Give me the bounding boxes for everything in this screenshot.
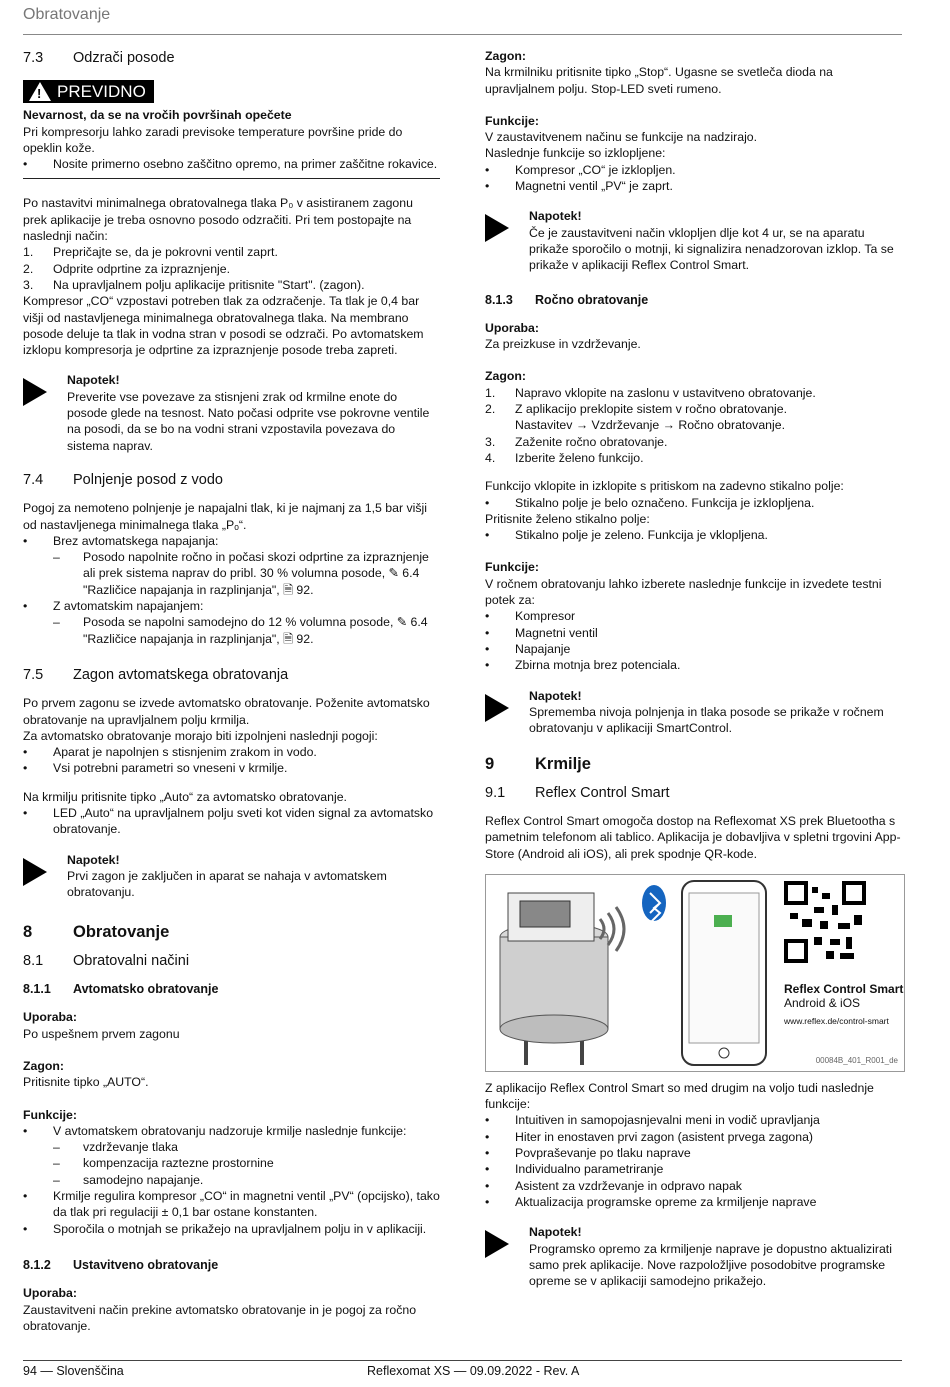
section-8-1-2-heading: 8.1.2 Ustavitveno obratovanje: [23, 1257, 219, 1272]
step-3: 3. Na upravljalnem polju aplikacije pritisnite "Start". (zagon).: [23, 277, 365, 292]
left-column: [23, 46, 440, 1334]
app-figure: [485, 874, 905, 1072]
list-item: • V avtomatskem obratovanju nadzoruje krmilje naslednje funkcije:: [23, 1123, 407, 1138]
label-uporaba: Uporaba:: [23, 1010, 77, 1025]
warning-box: [23, 78, 440, 179]
page-header: Obratovanje: [23, 6, 111, 23]
label-uporaba: Uporaba:: [23, 1286, 77, 1301]
list-item: • Brez avtomatskega napajanja:: [23, 533, 219, 548]
header-rule: [23, 34, 902, 35]
list-item: • Zbirna motnja brez potenciala.: [485, 658, 681, 673]
list-subitem: – kompenzacija raztezne prostornine: [53, 1156, 274, 1171]
note-arrow-icon: [485, 1230, 509, 1258]
list-item: • Individualno parametriranje: [485, 1162, 664, 1177]
warning-triangle-icon: !: [29, 82, 51, 101]
text-funkcije-2: Naslednje funkcije so izklopljene:: [485, 146, 666, 161]
right-column: [485, 46, 905, 1303]
list-item: • Stikalno polje je belo označeno. Funkcija je izklopljena.: [485, 495, 815, 510]
section-8-1-heading: 8.1 Obratovalni načini: [23, 952, 190, 969]
text-funkcije-1: V zaustavitvenem načinu se funkcije na nadzirajo.: [485, 130, 758, 145]
list-item: • Magnetni ventil: [485, 625, 598, 640]
section-7-3-intro: Po nastavitvi minimalnega obratovalnega tlaka P₀ v asistiranem zagonu prek aplikacije je treba osnovno posodo odzračiti. Pri tem postopajte na naslednji način:: [23, 196, 413, 244]
list-item: • Napajanje: [485, 641, 571, 656]
label-funkcije: Funkcije:: [23, 1107, 77, 1122]
list-item: • Kompresor „CO“ je izklopljen.: [485, 162, 676, 177]
section-9-heading: 9 Krmilje: [485, 755, 591, 774]
note-arrow-icon: [23, 378, 47, 406]
list-item: • Krmilje regulira kompresor „CO“ in magnetni ventil „PV“ (opcijsko), tako da tlak pri regulaciji ± 0,1 bar ostane konstanten.: [23, 1189, 440, 1220]
note-arrow-icon: [485, 214, 509, 242]
figure-ref: 00084B_401_R001_de: [815, 1055, 898, 1065]
step-3: 3. Zaženite ročno obratovanje.: [485, 434, 668, 449]
section-7-3-steps: [23, 244, 440, 293]
step-2-path: Nastavitev → Vzdrževanje → Ročno obratovanje.: [515, 418, 785, 433]
section-7-4-heading: 7.4 Polnjenje posod z vodo: [23, 471, 223, 488]
text-uporaba: Zaustavitveni način prekine avtomatsko obratovanje in je pogoj za ročno obratovanje.: [23, 1302, 417, 1333]
warning-text: Pri kompresorju lahko zaradi previsoke temperature površine pride do opeklin kože.: [23, 124, 403, 155]
list-item: • Aparat je napolnjen s stisnjenim zrakom in vodo.: [23, 745, 317, 760]
note-3: Napotek! Če je zaustavitveni način vklopljen dlje kot 4 ur, se na aparatu prikaže sporočilo o motnji, ki signalizira nenadzorovan izklop. Ta se prikaže v aplikaciji Reflex Control Smart.: [485, 208, 905, 273]
label-uporaba: Uporaba:: [485, 320, 539, 335]
section-8-heading: 8 Obratovanje: [23, 923, 170, 942]
list-item: • Vsi potrebni parametri so vneseni v krmilje.: [23, 761, 288, 776]
text-uporaba: Po uspešnem prvem zagonu: [23, 1026, 180, 1041]
section-9-1-heading: 9.1 Reflex Control Smart: [485, 784, 670, 801]
section-9-1-text: Reflex Control Smart omogoča dostop na Reflexomat XS prek Bluetootha s pametnim telefonom ali tablico. Aplikacija je dobavljiva v spletni trgovini App-Store (Android ali iOS), ali prek spodnje QR-kode.: [485, 813, 901, 861]
section-7-5-heading: 7.5 Zagon avtomatskega obratovanja: [23, 666, 289, 683]
list-item: • Asistent za vzdrževanje in odpravo napak: [485, 1178, 742, 1193]
label-zagon: Zagon:: [23, 1058, 64, 1073]
app-intro: Z aplikacijo Reflex Control Smart so med drugim na voljo tudi naslednje funkcije:: [485, 1080, 874, 1112]
text-funkcije: V ročnem obratovanju lahko izberete naslednje funkcije in izvedete testni potek za:: [485, 576, 882, 608]
figure-platforms: Android & iOS: [784, 995, 861, 1010]
step-1: 1. Napravo vklopite na zaslonu v ustavitveno obratovanje.: [485, 385, 816, 400]
list-subitem: – Posodo napolnite ročno in počasi skozi odprtine za izpraznjenje ali prek sistema naprav do pribl. 30 % volumna posode, ✎ 6.4 "Različice napajanja in razplinjanja", 🗎 92.: [53, 550, 429, 597]
section-7-5-p2: Za avtomatsko obratovanje morajo biti izpolnjeni naslednji pogoji:: [23, 728, 378, 743]
warning-bullet: • Nosite primerno osebno zaščitno opremo, na primer zaščitne rokavice.: [23, 157, 438, 172]
note-4: Napotek! Sprememba nivoja polnjenja in tlaka posode se prikaže v ročnem obratovanju v aplikaciji SmartControl.: [485, 688, 905, 737]
list-subitem: – vzdrževanje tlaka: [53, 1140, 179, 1155]
list-item: • Z avtomatskim napajanjem:: [23, 599, 204, 614]
list-item: • Povpraševanje po tlaku naprave: [485, 1146, 691, 1161]
warning-heading: Nevarnost, da se na vročih površinah opečete: [23, 108, 292, 123]
toggle-text-2: Pritisnite želeno stikalno polje:: [485, 511, 650, 526]
text-zagon: Na krmilniku pritisnite tipko „Stop“. Ugasne se svetleča dioda na upravljalnem polju. Stop-LED sveti rumeno.: [485, 65, 833, 96]
device-illustration: [486, 875, 904, 1071]
toggle-text-1: Funkcijo vklopite in izklopite s pritiskom na zadevno stikalno polje:: [485, 479, 844, 494]
list-item: • Aktualizacija programske opreme za krmiljenje naprave: [485, 1194, 817, 1209]
step-2: 2. Z aplikacijo preklopite sistem v ročno obratovanje.: [485, 402, 788, 417]
note-1: Napotek! Preverite vse povezave za stisnjeni zrak od krmilne enote do posode glede na tesnost. Nato počasi odprite vse pokrovne ventile na posodi, da se bo na vodni strani vzpostavila povezava do sistema naprav.: [23, 372, 440, 453]
text-zagon: Pritisnite tipko „AUTO“.: [23, 1075, 149, 1090]
list-subitem: – Posoda se napolni samodejno do 12 % volumna posode, ✎ 6.4 "Različice napajanja in razplinjanja", 🗎 92.: [53, 615, 428, 646]
label-funkcije: Funkcije:: [485, 560, 539, 575]
note-5: Napotek! Programsko opremo za krmiljenje naprave je dopustno aktualizirati samo prek aplikacije. Nove razpoložljive posodobitve programske opreme se v aplikaciji samodejno prikažejo.: [485, 1224, 905, 1289]
section-7-3-heading: 7.3 Odzrači posode: [23, 50, 175, 66]
step-2: 2. Odprite odprtine za izpraznjenje.: [23, 261, 231, 276]
section-8-1-1-heading: 8.1.1 Avtomatsko obratovanje: [23, 982, 219, 997]
label-zagon: Zagon:: [485, 49, 526, 63]
step-1: 1. Prepričajte se, da je pokrovni ventil zaprt.: [23, 245, 278, 260]
text-uporaba: Za preizkuse in vzdrževanje.: [485, 337, 641, 352]
footer-page: 94 — Slovenščina: [23, 1364, 124, 1378]
section-7-4-text: Pogoj za nemoteno polnjenje je napajalni tlak, ki je najmanj za 1,5 bar višji od nastavljenega minimalnega tlaka „Pₒ“.: [23, 501, 427, 532]
section-8-1-3-heading: 8.1.3 Ročno obratovanje: [485, 292, 649, 307]
figure-url: www.reflex.de/control-smart: [784, 1015, 889, 1026]
section-7-5-p3: Na krmilju pritisnite tipko „Auto“ za avtomatsko obratovanje.: [23, 789, 347, 804]
list-item: • Intuitiven in samopojasnjevalni meni in vodič upravljanja: [485, 1113, 820, 1128]
step-4: 4. Izberite želeno funkcijo.: [485, 450, 644, 465]
note-arrow-icon: [23, 858, 47, 886]
label-zagon: Zagon:: [485, 369, 526, 384]
list-item: • Hiter in enostaven prvi zagon (asistent prvega zagona): [485, 1129, 814, 1144]
list-item: • Magnetni ventil „PV“ je zaprt.: [485, 179, 673, 194]
list-item: • LED „Auto“ na upravljalnem polju sveti kot viden signal za avtomatsko obratovanje.: [23, 805, 434, 837]
list-item: • Stikalno polje je zeleno. Funkcija je vklopljena.: [485, 528, 768, 543]
note-2: Napotek! Prvi zagon je zaključen in aparat se nahaja v avtomatskem obratovanju.: [23, 852, 440, 901]
list-item: • Sporočila o motnjah se prikažejo na upravljalnem polju in v aplikaciji.: [23, 1221, 427, 1236]
section-7-5-p1: Po prvem zagonu se izvede avtomatsko obratovanje. Poženite avtomatsko obratovanje na upravljalnem polju krmilja.: [23, 696, 430, 727]
label-funkcije: Funkcije:: [485, 113, 539, 128]
footer-rule: [23, 1360, 902, 1361]
figure-app-name: Reflex Control Smart: [784, 981, 904, 996]
section-7-3-text: Kompresor „CO“ vzpostavi potreben tlak za odzračenje. Ta tlak je 0,4 bar višji od nastavljenega minimalnega obratovalnega tlaka. Na membrano posode deluje ta tlak in vodna stran v posodi se odzrači. Po avtomatskem izklopu kompresorja je odprtine za izpraznjenje posode treba zapreti.: [23, 294, 424, 358]
list-item: • Kompresor: [485, 609, 576, 624]
list-subitem: – samodejno napajanje.: [53, 1172, 204, 1187]
warning-badge: ! PREVIDNO: [23, 80, 154, 103]
footer-doc: Reflexomat XS — 09.09.2022 - Rev. A: [367, 1364, 580, 1378]
note-arrow-icon: [485, 694, 509, 722]
